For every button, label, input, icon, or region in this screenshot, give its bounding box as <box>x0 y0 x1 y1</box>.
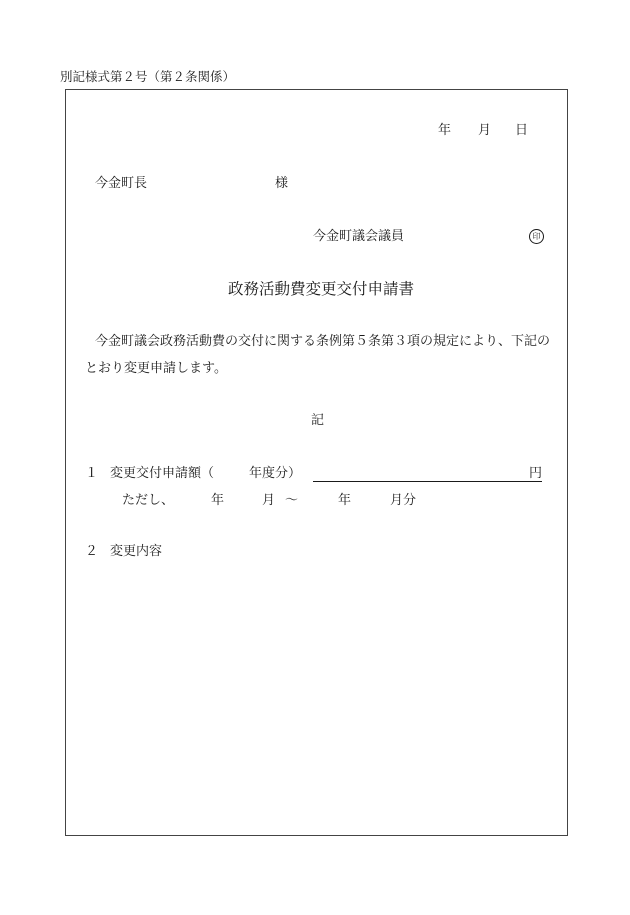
date-day-label: 日 <box>515 123 529 138</box>
body-text-line-2: とおり変更申請します。 <box>85 361 227 376</box>
date-month-label: 月 <box>478 123 492 138</box>
addressee-suffix: 様 <box>275 176 289 191</box>
document-title: 政務活動費変更交付申請書 <box>228 280 415 298</box>
addressee-name: 今金町長 <box>95 176 148 191</box>
form-number-header: 別記様式第２号（第２条関係） <box>60 69 236 84</box>
proviso-label: ただし、 <box>122 493 175 508</box>
period-start-year-label: 年 <box>211 493 225 508</box>
item1-label: 変更交付申請額（ <box>110 466 215 481</box>
item1-number: １ <box>85 466 99 481</box>
item1-fiscal-year-label: 年度分） <box>249 466 302 481</box>
ki-heading: 記 <box>311 413 325 428</box>
period-end-year-label: 年 <box>338 493 352 508</box>
amount-unit-label: 円 <box>529 466 543 481</box>
item2-number: ２ <box>85 544 99 559</box>
body-text-line-1: 今金町議会政務活動費の交付に関する条例第５条第３項の規定により、下記の <box>95 334 551 349</box>
period-end-month-label: 月分 <box>390 493 417 508</box>
amount-entry-line[interactable] <box>313 481 542 482</box>
date-year-label: 年 <box>438 123 452 138</box>
period-start-month-label: 月 <box>262 493 276 508</box>
item2-label: 変更内容 <box>110 544 163 559</box>
form-border <box>65 89 568 836</box>
period-tilde: ～ <box>285 493 299 508</box>
applicant-title: 今金町議会議員 <box>313 229 405 244</box>
seal-icon: 印 <box>529 229 544 244</box>
